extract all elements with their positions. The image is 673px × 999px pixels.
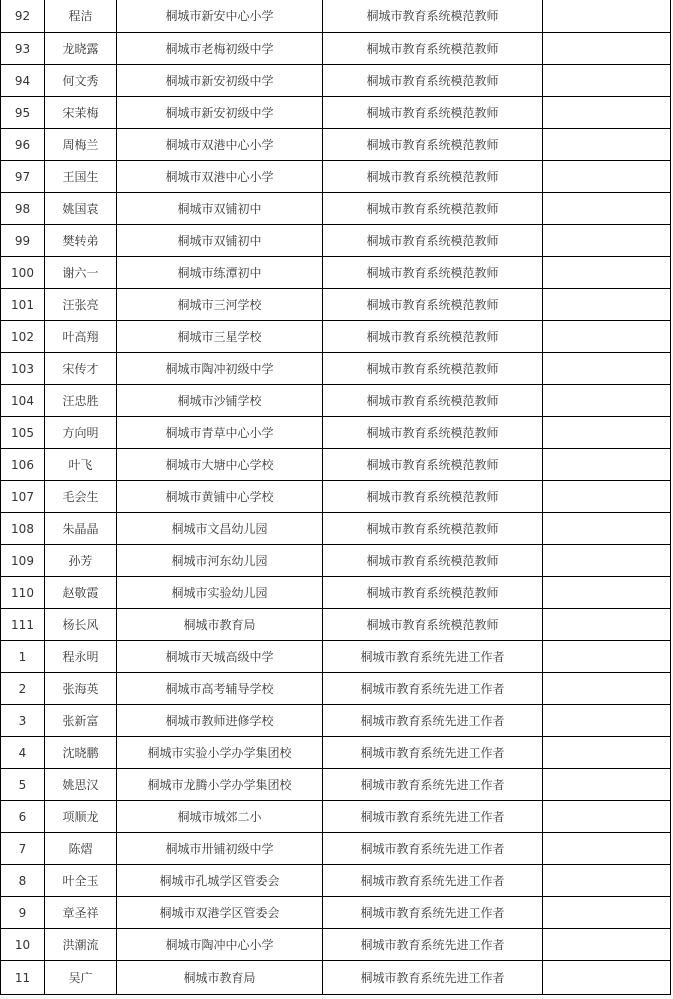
remarks-cell xyxy=(543,513,671,545)
work-unit-cell: 桐城市实验小学办学集团校 xyxy=(117,737,323,769)
person-name-cell: 毛会生 xyxy=(45,481,117,513)
person-name-cell: 吴广 xyxy=(45,961,117,995)
person-name-cell: 姚国袁 xyxy=(45,193,117,225)
honor-title-cell: 桐城市教育系统模范教师 xyxy=(323,545,543,577)
work-unit-cell: 桐城市孔城学区管委会 xyxy=(117,865,323,897)
person-name-cell: 樊转弟 xyxy=(45,225,117,257)
honor-title-cell: 桐城市教育系统模范教师 xyxy=(323,289,543,321)
person-name-cell: 周梅兰 xyxy=(45,129,117,161)
table-row xyxy=(1,801,671,833)
table-row xyxy=(1,833,671,865)
work-unit-cell: 桐城市龙腾小学办学集团校 xyxy=(117,769,323,801)
honor-title-cell: 桐城市教育系统先进工作者 xyxy=(323,673,543,705)
table-row xyxy=(1,929,671,961)
table-row xyxy=(1,705,671,737)
work-unit-cell: 桐城市文昌幼儿园 xyxy=(117,513,323,545)
row-number-cell: 111 xyxy=(1,609,45,641)
work-unit-cell: 桐城市高考辅导学校 xyxy=(117,673,323,705)
table-row xyxy=(1,385,671,417)
honor-title-cell: 桐城市教育系统先进工作者 xyxy=(323,929,543,961)
remarks-cell xyxy=(543,609,671,641)
table-row xyxy=(1,897,671,929)
honor-title-cell: 桐城市教育系统模范教师 xyxy=(323,417,543,449)
work-unit-cell: 桐城市陶冲中心小学 xyxy=(117,929,323,961)
person-name-cell: 叶全玉 xyxy=(45,865,117,897)
work-unit-cell: 桐城市新安初级中学 xyxy=(117,97,323,129)
honor-title-cell: 桐城市教育系统先进工作者 xyxy=(323,833,543,865)
table-row xyxy=(1,769,671,801)
row-number-cell: 92 xyxy=(1,0,45,33)
person-name-cell: 张新富 xyxy=(45,705,117,737)
row-number-cell: 10 xyxy=(1,929,45,961)
remarks-cell xyxy=(543,705,671,737)
table-body xyxy=(1,0,671,995)
person-name-cell: 程永明 xyxy=(45,641,117,673)
work-unit-cell: 桐城市河东幼儿园 xyxy=(117,545,323,577)
row-number-cell: 9 xyxy=(1,897,45,929)
table-row xyxy=(1,289,671,321)
honor-title-cell: 桐城市教育系统先进工作者 xyxy=(323,897,543,929)
work-unit-cell: 桐城市教育局 xyxy=(117,961,323,995)
remarks-cell xyxy=(543,833,671,865)
person-name-cell: 宋茉梅 xyxy=(45,97,117,129)
row-number-cell: 102 xyxy=(1,321,45,353)
work-unit-cell: 桐城市练潭初中 xyxy=(117,257,323,289)
row-number-cell: 3 xyxy=(1,705,45,737)
remarks-cell xyxy=(543,577,671,609)
person-name-cell: 汪张亮 xyxy=(45,289,117,321)
table-row xyxy=(1,161,671,193)
remarks-cell xyxy=(543,449,671,481)
work-unit-cell: 桐城市天城高级中学 xyxy=(117,641,323,673)
work-unit-cell: 桐城市城郊二小 xyxy=(117,801,323,833)
remarks-cell xyxy=(543,769,671,801)
row-number-cell: 1 xyxy=(1,641,45,673)
remarks-cell xyxy=(543,417,671,449)
person-name-cell: 王国生 xyxy=(45,161,117,193)
table-row xyxy=(1,737,671,769)
row-number-cell: 5 xyxy=(1,769,45,801)
row-number-cell: 4 xyxy=(1,737,45,769)
remarks-cell xyxy=(543,225,671,257)
honor-title-cell: 桐城市教育系统模范教师 xyxy=(323,97,543,129)
work-unit-cell: 桐城市陶冲初级中学 xyxy=(117,353,323,385)
work-unit-cell: 桐城市青草中心小学 xyxy=(117,417,323,449)
person-name-cell: 陈熠 xyxy=(45,833,117,865)
work-unit-cell: 桐城市黄铺中心学校 xyxy=(117,481,323,513)
honor-title-cell: 桐城市教育系统模范教师 xyxy=(323,321,543,353)
honor-title-cell: 桐城市教育系统模范教师 xyxy=(323,65,543,97)
table-row xyxy=(1,673,671,705)
person-name-cell: 姚思汉 xyxy=(45,769,117,801)
honor-title-cell: 桐城市教育系统先进工作者 xyxy=(323,865,543,897)
remarks-cell xyxy=(543,673,671,705)
work-unit-cell: 桐城市三河学校 xyxy=(117,289,323,321)
table-row xyxy=(1,129,671,161)
remarks-cell xyxy=(543,801,671,833)
remarks-cell xyxy=(543,481,671,513)
work-unit-cell: 桐城市教育局 xyxy=(117,609,323,641)
person-name-cell: 章圣祥 xyxy=(45,897,117,929)
remarks-cell xyxy=(543,321,671,353)
honor-title-cell: 桐城市教育系统模范教师 xyxy=(323,353,543,385)
row-number-cell: 93 xyxy=(1,33,45,65)
honor-title-cell: 桐城市教育系统模范教师 xyxy=(323,0,543,33)
person-name-cell: 方向明 xyxy=(45,417,117,449)
honor-title-cell: 桐城市教育系统模范教师 xyxy=(323,161,543,193)
row-number-cell: 11 xyxy=(1,961,45,995)
remarks-cell xyxy=(543,97,671,129)
row-number-cell: 104 xyxy=(1,385,45,417)
work-unit-cell: 桐城市卅铺初级中学 xyxy=(117,833,323,865)
table-row xyxy=(1,65,671,97)
work-unit-cell: 桐城市沙铺学校 xyxy=(117,385,323,417)
honor-title-cell: 桐城市教育系统模范教师 xyxy=(323,481,543,513)
person-name-cell: 谢六一 xyxy=(45,257,117,289)
work-unit-cell: 桐城市新安中心小学 xyxy=(117,0,323,33)
row-number-cell: 106 xyxy=(1,449,45,481)
remarks-cell xyxy=(543,961,671,995)
row-number-cell: 2 xyxy=(1,673,45,705)
table-row xyxy=(1,225,671,257)
remarks-cell xyxy=(543,897,671,929)
row-number-cell: 105 xyxy=(1,417,45,449)
table-row xyxy=(1,449,671,481)
honor-title-cell: 桐城市教育系统模范教师 xyxy=(323,129,543,161)
table-row xyxy=(1,961,671,995)
row-number-cell: 100 xyxy=(1,257,45,289)
honor-title-cell: 桐城市教育系统先进工作者 xyxy=(323,769,543,801)
honor-title-cell: 桐城市教育系统先进工作者 xyxy=(323,737,543,769)
remarks-cell xyxy=(543,737,671,769)
work-unit-cell: 桐城市双铺初中 xyxy=(117,225,323,257)
person-name-cell: 孙芳 xyxy=(45,545,117,577)
table-row xyxy=(1,97,671,129)
honor-title-cell: 桐城市教育系统模范教师 xyxy=(323,193,543,225)
honor-title-cell: 桐城市教育系统模范教师 xyxy=(323,225,543,257)
person-name-cell: 项顺龙 xyxy=(45,801,117,833)
table-row xyxy=(1,321,671,353)
table-row xyxy=(1,545,671,577)
person-name-cell: 龙晓露 xyxy=(45,33,117,65)
person-name-cell: 赵敬霞 xyxy=(45,577,117,609)
honor-title-cell: 桐城市教育系统模范教师 xyxy=(323,577,543,609)
row-number-cell: 108 xyxy=(1,513,45,545)
remarks-cell xyxy=(543,641,671,673)
row-number-cell: 95 xyxy=(1,97,45,129)
table-row xyxy=(1,417,671,449)
remarks-cell xyxy=(543,129,671,161)
row-number-cell: 99 xyxy=(1,225,45,257)
person-name-cell: 沈晓鹏 xyxy=(45,737,117,769)
table-row xyxy=(1,193,671,225)
honor-title-cell: 桐城市教育系统模范教师 xyxy=(323,609,543,641)
person-name-cell: 叶高翔 xyxy=(45,321,117,353)
row-number-cell: 110 xyxy=(1,577,45,609)
row-number-cell: 109 xyxy=(1,545,45,577)
remarks-cell xyxy=(543,929,671,961)
row-number-cell: 103 xyxy=(1,353,45,385)
row-number-cell: 101 xyxy=(1,289,45,321)
work-unit-cell: 桐城市老梅初级中学 xyxy=(117,33,323,65)
work-unit-cell: 桐城市双铺初中 xyxy=(117,193,323,225)
remarks-cell xyxy=(543,257,671,289)
remarks-cell xyxy=(543,65,671,97)
row-number-cell: 97 xyxy=(1,161,45,193)
remarks-cell xyxy=(543,385,671,417)
remarks-cell xyxy=(543,289,671,321)
honor-title-cell: 桐城市教育系统模范教师 xyxy=(323,513,543,545)
table-row xyxy=(1,513,671,545)
person-name-cell: 汪忠胜 xyxy=(45,385,117,417)
table-row xyxy=(1,0,671,33)
honor-title-cell: 桐城市教育系统先进工作者 xyxy=(323,801,543,833)
person-name-cell: 宋传才 xyxy=(45,353,117,385)
person-name-cell: 朱晶晶 xyxy=(45,513,117,545)
remarks-cell xyxy=(543,161,671,193)
person-name-cell: 杨长风 xyxy=(45,609,117,641)
table-row xyxy=(1,481,671,513)
honor-title-cell: 桐城市教育系统模范教师 xyxy=(323,33,543,65)
work-unit-cell: 桐城市大塘中心学校 xyxy=(117,449,323,481)
honor-title-cell: 桐城市教育系统模范教师 xyxy=(323,449,543,481)
work-unit-cell: 桐城市三星学校 xyxy=(117,321,323,353)
row-number-cell: 96 xyxy=(1,129,45,161)
person-name-cell: 洪潮流 xyxy=(45,929,117,961)
work-unit-cell: 桐城市双港中心小学 xyxy=(117,161,323,193)
table-row xyxy=(1,641,671,673)
row-number-cell: 6 xyxy=(1,801,45,833)
honor-title-cell: 桐城市教育系统先进工作者 xyxy=(323,705,543,737)
row-number-cell: 8 xyxy=(1,865,45,897)
person-name-cell: 程洁 xyxy=(45,0,117,33)
honor-title-cell: 桐城市教育系统模范教师 xyxy=(323,385,543,417)
work-unit-cell: 桐城市实验幼儿园 xyxy=(117,577,323,609)
honor-title-cell: 桐城市教育系统先进工作者 xyxy=(323,961,543,995)
table-row xyxy=(1,353,671,385)
work-unit-cell: 桐城市双港中心小学 xyxy=(117,129,323,161)
table-row xyxy=(1,609,671,641)
remarks-cell xyxy=(543,865,671,897)
remarks-cell xyxy=(543,33,671,65)
remarks-cell xyxy=(543,545,671,577)
person-name-cell: 何文秀 xyxy=(45,65,117,97)
table-row xyxy=(1,577,671,609)
row-number-cell: 98 xyxy=(1,193,45,225)
work-unit-cell: 桐城市新安初级中学 xyxy=(117,65,323,97)
table-row xyxy=(1,33,671,65)
row-number-cell: 7 xyxy=(1,833,45,865)
table-row xyxy=(1,865,671,897)
honor-title-cell: 桐城市教育系统先进工作者 xyxy=(323,641,543,673)
row-number-cell: 107 xyxy=(1,481,45,513)
work-unit-cell: 桐城市双港学区管委会 xyxy=(117,897,323,929)
remarks-cell xyxy=(543,353,671,385)
person-name-cell: 张海英 xyxy=(45,673,117,705)
table-row xyxy=(1,257,671,289)
remarks-cell xyxy=(543,193,671,225)
honor-title-cell: 桐城市教育系统模范教师 xyxy=(323,257,543,289)
work-unit-cell: 桐城市教师进修学校 xyxy=(117,705,323,737)
remarks-cell xyxy=(543,0,671,33)
person-name-cell: 叶飞 xyxy=(45,449,117,481)
row-number-cell: 94 xyxy=(1,65,45,97)
